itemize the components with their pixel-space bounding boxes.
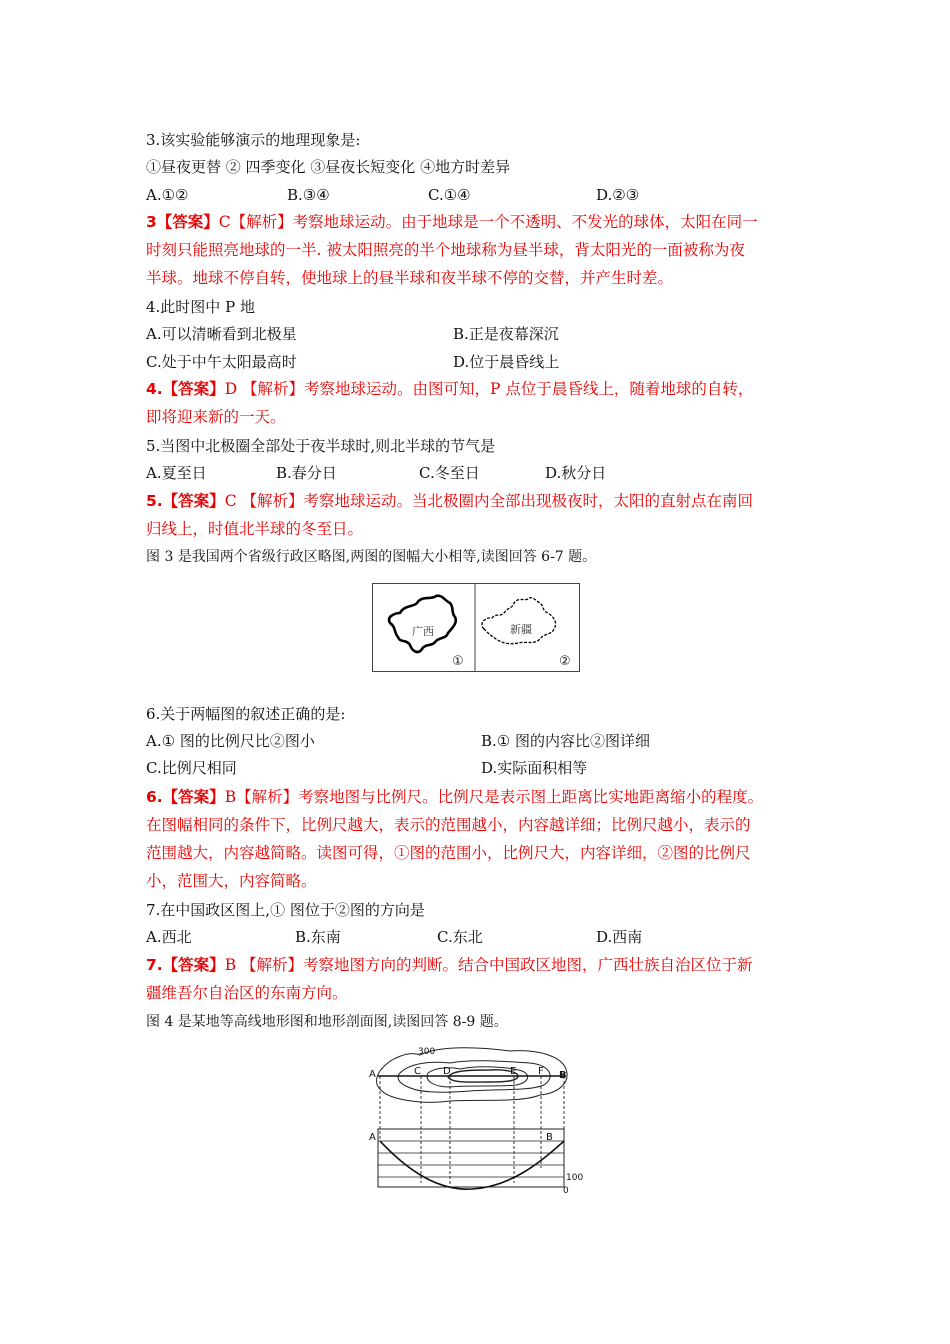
label-a-profile: A [369, 1132, 376, 1143]
label-c: C [414, 1066, 421, 1077]
fig3-intro: 图 3 是我国两个省级行政区略图,两图的图幅大小相等,读图回答 6-7 题。 [146, 549, 597, 565]
profile-gridlines [378, 1141, 564, 1177]
q7-option-d: D.西南 [596, 928, 643, 946]
q4-option-a: A.可以清晰看到北极星 [146, 325, 297, 343]
q4-answer-tag: 4.【答案】 [146, 380, 225, 398]
q3-answer-tag: 3【答案】 [146, 213, 219, 231]
q7-answer-line-1: 7.【答案】B 【解析】考察地图方向的判断。结合中国政区地图，广西壮族自治区位于新 [146, 956, 753, 974]
q7-option-b: B.东南 [295, 928, 341, 946]
q7-option-c: C.东北 [437, 928, 483, 946]
q5-answer-line-2: 归线上，时值北半球的冬至日。 [146, 520, 364, 538]
fig4-intro: 图 4 是某地等高线地形图和地形剖面图,读图回答 8-9 题。 [146, 1014, 508, 1030]
axis-label-100: 100 [566, 1173, 584, 1183]
q3-option-a: A.①② [146, 186, 189, 204]
fig3-number-1: ① [452, 654, 464, 669]
q7-option-a: A.西北 [146, 928, 192, 946]
q3-option-c: C.①④ [428, 186, 471, 204]
q6-option-d: D.实际面积相等 [481, 759, 588, 777]
label-e: E [510, 1066, 517, 1077]
q6-option-c: C.比例尺相同 [146, 759, 237, 777]
q6-option-a: A.① 图的比例尺比②图小 [146, 732, 315, 750]
q6-stem: 6.关于两幅图的叙述正确的是: [146, 705, 346, 723]
q5-option-c: C.冬至日 [419, 464, 480, 482]
q5-option-b: B.春分日 [276, 464, 337, 482]
q4-option-b: B.正是夜幕深沉 [453, 325, 559, 343]
q3-answer-line-3: 半球。地球不停自转，使地球上的昼半球和夜半球不停的交替，并产生时差。 [146, 269, 674, 287]
q7-answer-line-2: 疆维吾尔自治区的东南方向。 [146, 984, 348, 1002]
q5-option-a: A.夏至日 [146, 464, 207, 482]
axis-label-0: 0 [563, 1186, 569, 1195]
label-f: F [538, 1066, 544, 1077]
label-d: D [443, 1066, 451, 1077]
fig3-maps [372, 583, 580, 673]
q5-answer-line-1: 5.【答案】C 【解析】考察地球运动。当北极圈内全部出现极夜时，太阳的直射点在南回 [146, 492, 753, 510]
q3-answer-line-1: 3【答案】C【解析】考察地球运动。由于地球是一个不透明、不发光的球体，太阳在同一 [146, 213, 758, 231]
q6-option-b: B.① 图的内容比②图详细 [481, 732, 651, 750]
q7-stem: 7.在中国政区图上,① 图位于②图的方向是 [146, 901, 425, 919]
q7-answer-tag: 7.【答案】 [146, 956, 225, 974]
q5-answer-tag: 5.【答案】 [146, 492, 225, 510]
q6-answer-line-1: 6.【答案】B【解析】考察地图与比例尺。比例尺是表示图上距离比实地距离缩小的程度。 [146, 788, 764, 806]
fig3-frame [373, 584, 580, 672]
q6-answer-line-3: 范围越大，内容越简略。读图可得，①图的范围小，比例尺大，内容详细，②图的比例尺 [146, 844, 751, 862]
q3-answer-line-2: 时刻只能照亮地球的一半. 被太阳照亮的半个地球称为昼半球，背太阳光的一面被称为夜 [146, 241, 745, 259]
fig3-number-2: ② [559, 654, 571, 669]
label-a-top: A [369, 1069, 376, 1080]
profile-frame [378, 1129, 564, 1187]
q6-answer-tag: 6.【答案】 [146, 788, 225, 806]
q3-items: ①昼夜更替 ② 四季变化 ③昼夜长短变化 ④地方时差异 [146, 158, 511, 176]
q3-option-b: B.③④ [287, 186, 330, 204]
q4-option-d: D.位于晨昏线上 [453, 353, 560, 371]
guangxi-label: 广西 [412, 625, 434, 638]
label-contour-300: 300 [418, 1047, 436, 1057]
q3-option-d: D.②③ [596, 186, 640, 204]
q5-option-d: D.秋分日 [545, 464, 607, 482]
q6-answer-line-4: 小，范围大，内容简略。 [146, 872, 317, 890]
q5-stem: 5.当图中北极圈全部处于夜半球时,则北半球的节气是 [146, 437, 496, 455]
q6-answer-line-2: 在图幅相同的条件下，比例尺越大，表示的范围越小，内容越详细；比例尺越小，表示的 [146, 816, 751, 834]
projection-lines [380, 1076, 564, 1188]
xinjiang-label: 新疆 [510, 623, 532, 636]
q4-stem: 4.此时图中 P 地 [146, 298, 255, 316]
q4-answer-line-2: 即将迎来新的一天。 [146, 408, 286, 426]
label-b-profile: B [546, 1132, 553, 1143]
fig4-contour-profile [360, 1043, 590, 1195]
q4-answer-line-1: 4.【答案】D 【解析】考察地球运动。由图可知，P 点位于晨昏线上，随着地球的自转， [146, 380, 754, 398]
q4-option-c: C.处于中午太阳最高时 [146, 353, 297, 371]
q3-stem: 3.该实验能够演示的地理现象是: [146, 131, 361, 149]
label-b-top: B [559, 1070, 567, 1081]
